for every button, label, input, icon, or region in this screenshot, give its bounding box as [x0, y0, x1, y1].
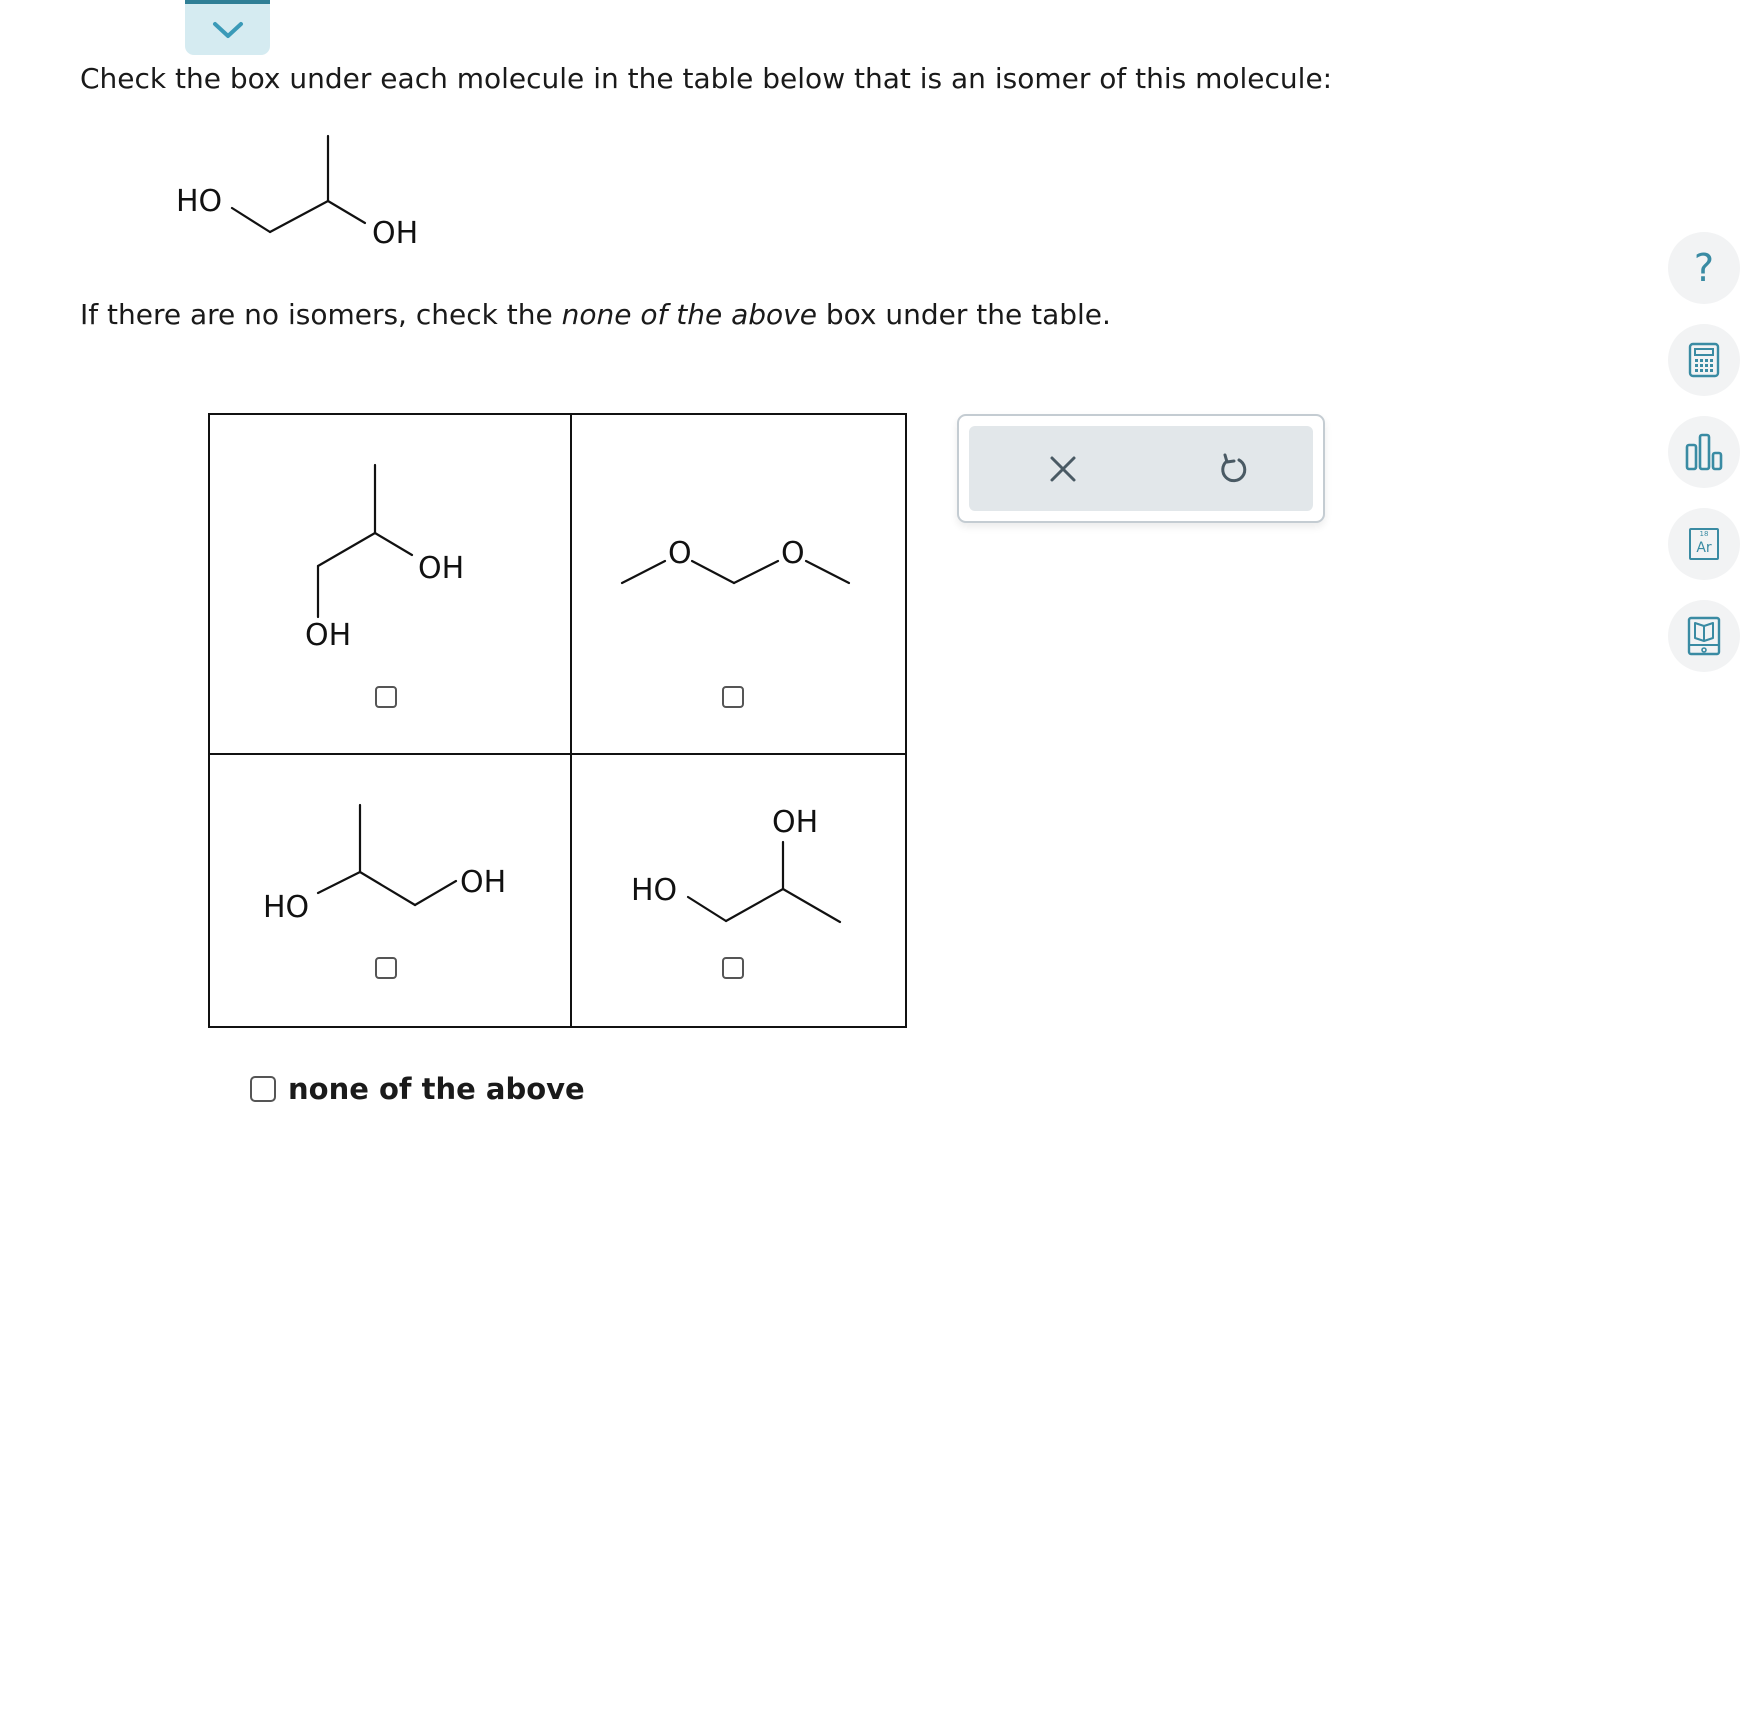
action-toolbar — [969, 426, 1313, 511]
given-molecule — [160, 125, 480, 260]
question-mark-icon: ? — [1693, 246, 1715, 290]
clear-button[interactable] — [1040, 446, 1086, 492]
undo-button[interactable] — [1211, 446, 1257, 492]
instruction-emphasis: none of the above — [561, 298, 817, 331]
calculator-button[interactable] — [1668, 324, 1740, 396]
atom-label: HO — [176, 184, 223, 219]
help-button[interactable] — [1668, 232, 1740, 304]
atom-label: OH — [305, 618, 352, 653]
calculator-icon — [1688, 342, 1720, 378]
answer-action-panel — [957, 414, 1325, 523]
data-chart-button[interactable] — [1668, 416, 1740, 488]
collapse-toggle-button[interactable] — [185, 0, 270, 55]
none-of-the-above-option[interactable] — [250, 1072, 585, 1106]
molecule-option-3 — [260, 795, 540, 925]
none-of-the-above-checkbox[interactable] — [250, 1076, 276, 1102]
chevron-down-icon — [211, 20, 245, 40]
periodic-table-button[interactable] — [1668, 508, 1740, 580]
table-divider — [208, 753, 907, 755]
molecule-option-1 — [290, 455, 510, 655]
atom-label: HO — [631, 873, 678, 908]
textbook-icon — [1687, 616, 1721, 656]
molecule-option-4 — [628, 795, 868, 935]
instruction-text-end: box under the table. — [816, 298, 1111, 331]
undo-icon — [1217, 452, 1251, 486]
bar-chart-icon — [1684, 432, 1724, 472]
x-icon — [1048, 454, 1078, 484]
atom-label: O — [781, 536, 805, 571]
atom-label: OH — [772, 805, 819, 840]
option-2-checkbox[interactable] — [722, 686, 744, 708]
question-text: Check the box under each molecule in the table below that is an isomer of this molecule: — [80, 62, 1333, 95]
option-3-checkbox[interactable] — [375, 957, 397, 979]
table-divider — [570, 413, 572, 1028]
periodic-table-icon — [1689, 528, 1719, 560]
atom-label: OH — [372, 216, 419, 251]
instruction-text — [80, 298, 1111, 332]
molecule-option-2 — [610, 520, 860, 590]
atom-label: HO — [263, 890, 310, 925]
periodic-element-symbol: Ar — [1696, 540, 1712, 556]
atom-label: OH — [460, 865, 507, 900]
periodic-element-number: 18 — [1699, 530, 1709, 538]
textbook-button[interactable] — [1668, 600, 1740, 672]
none-of-the-above-label: none of the above — [288, 1072, 585, 1106]
option-1-checkbox[interactable] — [375, 686, 397, 708]
atom-label: O — [668, 536, 692, 571]
atom-label: OH — [418, 551, 465, 586]
option-4-checkbox[interactable] — [722, 957, 744, 979]
instruction-text-start: If there are no isomers, check the — [80, 298, 562, 331]
